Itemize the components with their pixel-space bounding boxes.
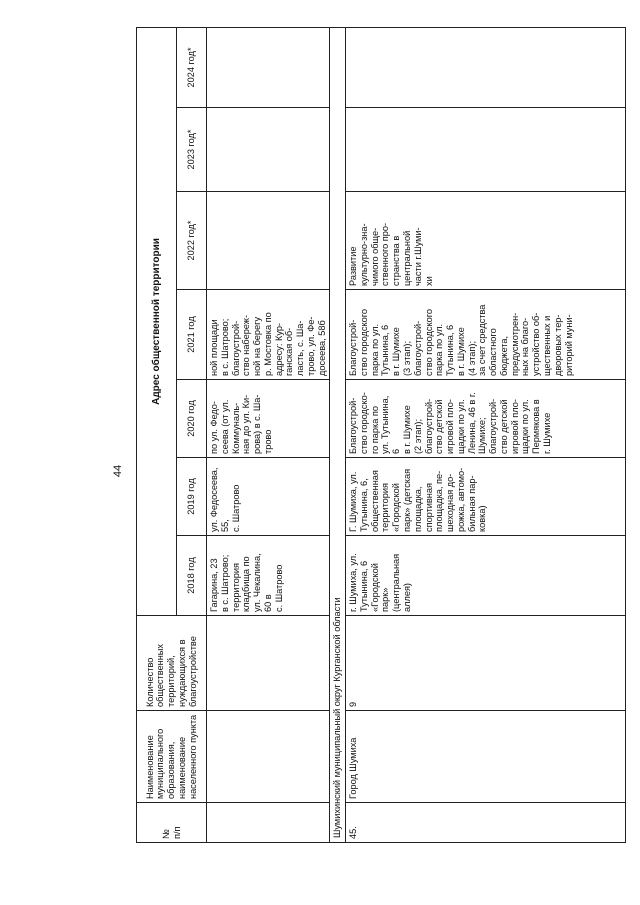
cell-y2020-line: Коммуналь- <box>230 402 241 454</box>
cell-y2021-line: бюджета, <box>498 335 509 376</box>
cell-y2018 <box>346 536 626 616</box>
cell-y2021-line: парка по ул. <box>434 323 445 376</box>
cell-y2020-line: Шумихе; <box>477 417 488 454</box>
cell-y2019-line: «Городской <box>391 483 402 532</box>
rotated-table-container <box>136 28 616 843</box>
cell-y2019-line: площадка, пе- <box>434 470 445 532</box>
cell-y2021-line: Благоустрой- <box>348 319 359 376</box>
cell-y2020-line: 6 <box>391 448 402 454</box>
cell-num <box>207 803 330 843</box>
cell-y2020-line: благоустрой- <box>488 398 499 454</box>
cell-y2021-line: досеева, 58б <box>316 320 327 376</box>
page-number: 44 <box>112 464 124 478</box>
cell-y2018-line: 60 в <box>262 594 273 612</box>
cell-y2018-line: Гагарина, 23 <box>209 558 219 612</box>
cell-y2019-line: Г. Шумиха, ул. <box>348 471 359 532</box>
cell-y2021-line: Тутынина, 6 <box>445 324 456 376</box>
cell-y2021-line: ганская об- <box>284 327 295 376</box>
cell-y2020-line: ул. Тутынина, <box>380 395 391 454</box>
cell-y2018-line: парк» <box>380 587 391 612</box>
cell-y2020-line: г. Шумихе <box>541 412 552 454</box>
header-year: 2020 год <box>177 380 207 458</box>
cell-y2024 <box>346 27 626 107</box>
cell-y2018-line: в с. Шатрово; <box>219 554 230 612</box>
header-municipality-line: Наименование <box>144 735 155 799</box>
header-count <box>137 616 207 711</box>
cell-count: 9 <box>346 616 626 711</box>
header-count-line: общественных <box>155 644 166 707</box>
header-address: Адрес общественной территории <box>137 27 177 615</box>
cell-y2020-line: игровой пло- <box>445 399 456 454</box>
public-territories-table <box>136 27 626 843</box>
cell-y2021-line: дворовых тер- <box>552 314 563 376</box>
cell-y2021-line: в г. Шумихе <box>391 327 402 376</box>
cell-y2023 <box>207 108 330 192</box>
cell-y2019-line: с. Шатрово <box>230 484 241 532</box>
cell-y2024 <box>207 27 330 107</box>
cell-y2020-line: (2 этап); <box>412 418 423 454</box>
cell-y2021-line: парка по ул. <box>369 323 380 376</box>
cell-y2022-line: чимого обще- <box>369 227 380 286</box>
header-year: 2022 год* <box>177 192 207 290</box>
cell-y2022-line: хи <box>423 276 434 286</box>
cell-y2020-line: игровой пло- <box>509 399 520 454</box>
cell-y2021-line: (4 этап); <box>466 340 477 376</box>
cell-y2021-line: благоустрой- <box>412 320 423 376</box>
header-year: 2024 год* <box>177 27 207 107</box>
cell-y2021-line: ных на благо- <box>520 317 531 376</box>
cell-y2019-line: площадка, <box>412 486 423 532</box>
header-municipality-line: муниципального <box>155 728 166 799</box>
cell-y2021-line: Тутынина, 6 <box>380 324 391 376</box>
header-municipality <box>137 711 207 803</box>
cell-y2021-line: ство городского <box>358 309 369 376</box>
cell-y2021-line: риторий муни- <box>563 314 574 376</box>
cell-y2021-line: адресу: Кур- <box>273 323 284 376</box>
cell-y2021-line: ной площади <box>209 319 219 376</box>
cell-y2021-line: щественных и <box>541 315 552 376</box>
cell-y2018-line: г. Шумиха, ул. <box>348 553 359 612</box>
cell-y2018-line: кладбища по <box>241 556 252 612</box>
cell-y2019-line: Тутынина, 6, <box>358 478 369 532</box>
cell-y2022-line: культурно-зна- <box>358 223 369 286</box>
cell-y2019-line: бильная пар- <box>466 475 477 532</box>
cell-y2021-line: областного <box>488 328 499 376</box>
table-row <box>207 27 330 842</box>
cell-y2021-line: (3 этап); <box>402 340 413 376</box>
cell-y2019-line: ковка) <box>477 505 488 532</box>
cell-y2021-line: в с. Шатрово; <box>219 318 230 376</box>
cell-y2018-line: (центральная <box>391 553 402 612</box>
cell-y2018-line: «Городской <box>369 563 380 612</box>
cell-y2021-line: ство набереж- <box>241 314 252 376</box>
cell-y2023 <box>346 108 626 192</box>
header-municipality-line: населенного пункта <box>187 714 198 799</box>
cell-y2019 <box>346 458 626 536</box>
cell-y2021 <box>207 290 330 380</box>
cell-y2019-line: шеходная до- <box>445 473 456 532</box>
cell-y2021-line: ласть, с. Ша- <box>295 320 306 376</box>
cell-y2020-line: Благоустрой- <box>348 397 359 454</box>
header-municipality-line: наименование <box>176 736 187 799</box>
cell-y2019-line: спортивная <box>423 483 434 532</box>
cell-y2020-line: рова) в с. Ша- <box>252 394 263 454</box>
header-count-line: территорий, <box>166 655 177 707</box>
cell-y2020-line: благоустрой- <box>423 398 434 454</box>
cell-y2018 <box>207 536 330 616</box>
cell-count <box>207 616 330 711</box>
cell-y2022 <box>207 192 330 290</box>
cell-y2021 <box>346 290 626 380</box>
cell-y2020-line: сеева (от ул. <box>219 399 230 454</box>
cell-y2021-line: р. Мостовка по <box>262 312 273 376</box>
cell-y2022-line: Развитие <box>348 246 359 286</box>
cell-y2020 <box>346 380 626 458</box>
header-municipality-line: образования, <box>166 741 177 799</box>
header-num-line: № <box>160 829 171 839</box>
cell-y2022-line: части г.Шуми- <box>412 227 423 286</box>
cell-y2020-line: ство детской <box>498 399 509 454</box>
header-year: 2018 год <box>177 536 207 616</box>
header-num-line: п/п <box>171 826 182 839</box>
cell-y2019-line: общественная <box>369 470 380 532</box>
header-count-line: нуждающихся в <box>176 639 187 707</box>
cell-municipality <box>207 711 330 803</box>
cell-y2018-line: с. Шатрово <box>273 564 284 612</box>
cell-municipality: Город Шумиха <box>346 711 626 803</box>
cell-y2020-line: по ул. Федо- <box>209 401 219 454</box>
cell-y2021-line: предусмотрен- <box>509 312 520 376</box>
cell-y2020 <box>207 380 330 458</box>
cell-y2022 <box>346 192 626 290</box>
cell-y2018-line: территория <box>230 563 241 612</box>
cell-y2019-line: парк» (детская <box>402 468 413 532</box>
cell-y2020-line: Пермякова в <box>531 399 542 454</box>
cell-y2022-line: странства в <box>391 235 402 286</box>
cell-y2020-line: ная до ул. Ки- <box>241 394 252 454</box>
cell-y2020-line: щадки по ул. <box>520 399 531 454</box>
header-num <box>137 803 207 843</box>
cell-y2021-line: в г. Шумихе <box>455 327 466 376</box>
cell-y2020-line: ство детской <box>434 399 445 454</box>
cell-y2019 <box>207 458 330 536</box>
cell-y2020-line: трово <box>262 429 273 454</box>
cell-y2020-line: Ленина, 46 в г. <box>466 392 477 454</box>
cell-y2019-line: рожка, автомо- <box>455 467 466 532</box>
cell-y2018-line: аллея) <box>402 583 413 612</box>
cell-y2021-line: ной на берегу <box>252 316 263 376</box>
cell-y2021-line: устройство об- <box>531 312 542 376</box>
cell-y2021-line: за счет средства <box>477 304 488 376</box>
region-name: Шумихинский муниципальный округ Курганской области <box>330 27 346 842</box>
cell-y2021-line: ство городского <box>423 309 434 376</box>
cell-y2022-line: центральной <box>402 230 413 286</box>
cell-y2021-line: трово, ул. Фе- <box>305 316 316 376</box>
cell-y2019-line: 55, <box>219 519 230 532</box>
cell-y2022-line: ственного про- <box>380 222 391 286</box>
cell-num: 45. <box>346 803 626 843</box>
cell-y2020-line: щадки по ул. <box>455 399 466 454</box>
cell-y2020-line: ство городско- <box>358 392 369 454</box>
header-count-line: благоустройстве <box>187 636 198 707</box>
cell-y2018-line: Тутынина, 6 <box>358 560 369 612</box>
cell-y2020-line: го парка по <box>369 406 380 454</box>
cell-y2019-line: ул. Федосеева, <box>209 467 219 532</box>
header-year: 2021 год <box>177 290 207 380</box>
cell-y2019-line: территория <box>380 483 391 532</box>
cell-y2018-line: ул. Чекалина, <box>252 553 263 612</box>
header-year: 2023 год* <box>177 108 207 192</box>
cell-y2021-line: благоустрой- <box>230 320 241 376</box>
cell-y2020-line: в г. Шумихе <box>402 405 413 454</box>
table-row <box>346 27 626 842</box>
header-year: 2019 год <box>177 458 207 536</box>
header-count-line: Количество <box>144 657 155 707</box>
